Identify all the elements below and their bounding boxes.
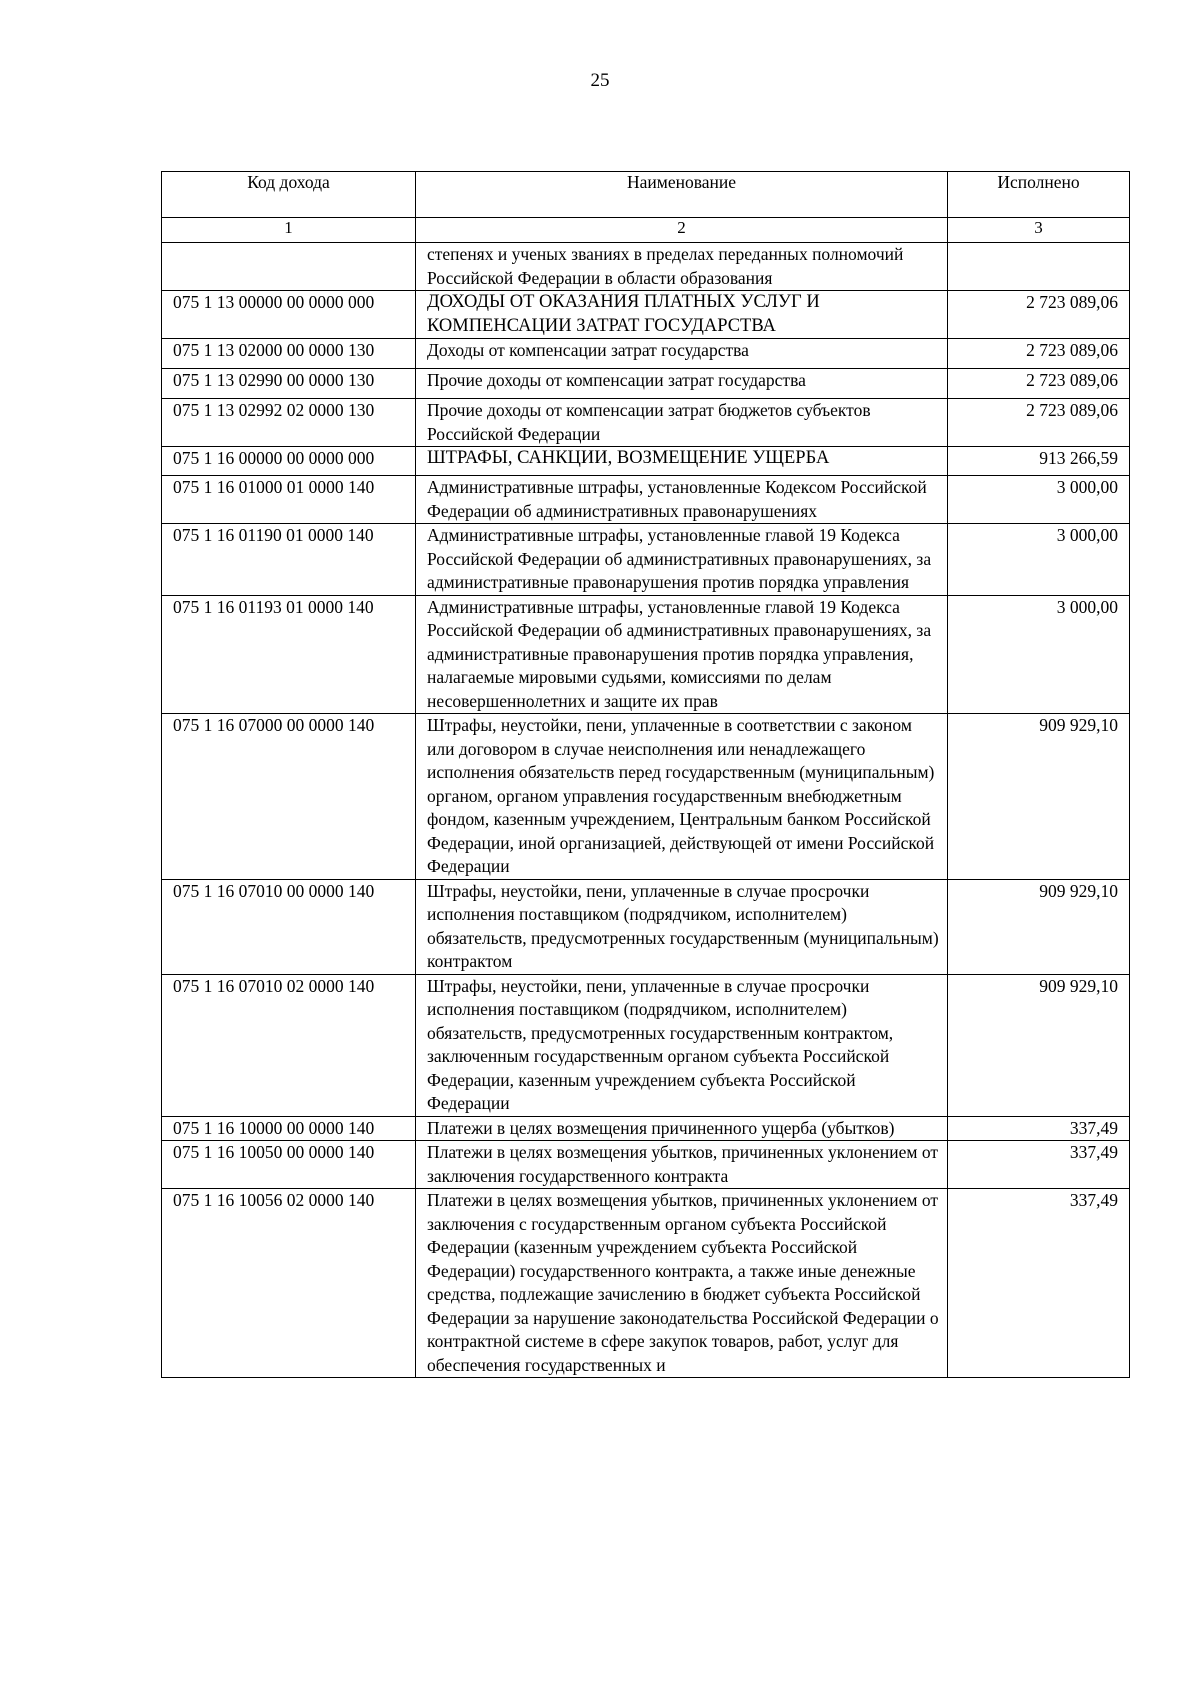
revenue-name: Административные штрафы, установленные главой 19 Кодекса Российской Федерации об административных правонарушениях, за административные правонарушения против порядка управления, налагаемые мировыми судьями, комиссиями по делам несовершеннолетних и защите их прав bbox=[416, 595, 948, 714]
table-row bbox=[162, 447, 1130, 476]
table-row bbox=[162, 339, 1130, 369]
revenue-name: ДОХОДЫ ОТ ОКАЗАНИЯ ПЛАТНЫХ УСЛУГ И КОМПЕНСАЦИИ ЗАТРАТ ГОСУДАРСТВА bbox=[416, 291, 948, 339]
revenue-code: 075 1 16 07010 00 0000 140 bbox=[162, 879, 416, 974]
revenue-code: 075 1 13 02992 02 0000 130 bbox=[162, 399, 416, 447]
revenue-code bbox=[162, 243, 416, 291]
revenue-code: 075 1 16 01000 01 0000 140 bbox=[162, 476, 416, 524]
revenue-code: 075 1 16 01190 01 0000 140 bbox=[162, 524, 416, 596]
revenue-code: 075 1 16 10000 00 0000 140 bbox=[162, 1116, 416, 1141]
page-number: 25 bbox=[590, 70, 610, 91]
revenue-name: Платежи в целях возмещения причиненного ущерба (убытков) bbox=[416, 1116, 948, 1141]
revenue-code: 075 1 13 00000 00 0000 000 bbox=[162, 291, 416, 339]
revenue-code: 075 1 13 02000 00 0000 130 bbox=[162, 339, 416, 369]
revenue-name: Административные штрафы, установленные Кодексом Российской Федерации об административных правонарушениях bbox=[416, 476, 948, 524]
table-row bbox=[162, 1141, 1130, 1189]
table-row bbox=[162, 243, 1130, 291]
revenue-name: Прочие доходы от компенсации затрат государства bbox=[416, 369, 948, 399]
revenue-name: Административные штрафы, установленные главой 19 Кодекса Российской Федерации об административных правонарушениях, за административные правонарушения против порядка управления bbox=[416, 524, 948, 596]
revenue-code: 075 1 16 07000 00 0000 140 bbox=[162, 714, 416, 880]
revenue-name: Платежи в целях возмещения убытков, причиненных уклонением от заключения с государственным органом субъекта Российской Федерации (казенным учреждением субъекта Российской Федерации) государственного контракта, а также иные денежные средства, подлежащие зачислению в бюджет субъекта Российской Федерации за нарушение законодательства Российской Федерации о контрактной системе в сфере закупок товаров, работ, услуг для обеспечения государственных и bbox=[416, 1189, 948, 1378]
table-row bbox=[162, 714, 1130, 880]
revenue-code: 075 1 16 07010 02 0000 140 bbox=[162, 974, 416, 1116]
header-name: Наименование bbox=[416, 172, 948, 218]
column-number-1: 1 bbox=[162, 218, 416, 243]
revenue-table bbox=[161, 171, 1130, 1378]
revenue-amount: 337,49 bbox=[948, 1141, 1130, 1189]
revenue-name: Штрафы, неустойки, пени, уплаченные в случае просрочки исполнения поставщиком (подрядчиком, исполнителем) обязательств, предусмотренных государственным контрактом, заключенным государственным органом субъекта Российской Федерации, казенным учреждением субъекта Российской Федерации bbox=[416, 974, 948, 1116]
revenue-amount: 909 929,10 bbox=[948, 879, 1130, 974]
table-row bbox=[162, 879, 1130, 974]
table-row bbox=[162, 524, 1130, 596]
revenue-name: Доходы от компенсации затрат государства bbox=[416, 339, 948, 369]
revenue-code: 075 1 13 02990 00 0000 130 bbox=[162, 369, 416, 399]
column-number-2: 2 bbox=[416, 218, 948, 243]
revenue-name: Прочие доходы от компенсации затрат бюджетов субъектов Российской Федерации bbox=[416, 399, 948, 447]
revenue-amount bbox=[948, 243, 1130, 291]
revenue-amount: 2 723 089,06 bbox=[948, 291, 1130, 339]
table-row bbox=[162, 595, 1130, 714]
column-number-3: 3 bbox=[948, 218, 1130, 243]
revenue-amount: 2 723 089,06 bbox=[948, 399, 1130, 447]
revenue-amount: 337,49 bbox=[948, 1116, 1130, 1141]
revenue-code: 075 1 16 10050 00 0000 140 bbox=[162, 1141, 416, 1189]
table-row bbox=[162, 1189, 1130, 1378]
table-row bbox=[162, 369, 1130, 399]
column-number-row bbox=[162, 218, 1130, 243]
revenue-code: 075 1 16 00000 00 0000 000 bbox=[162, 447, 416, 476]
revenue-code: 075 1 16 01193 01 0000 140 bbox=[162, 595, 416, 714]
header-code: Код дохода bbox=[162, 172, 416, 218]
header-executed: Исполнено bbox=[948, 172, 1130, 218]
table-row bbox=[162, 291, 1130, 339]
revenue-name: ШТРАФЫ, САНКЦИИ, ВОЗМЕЩЕНИЕ УЩЕРБА bbox=[416, 447, 948, 476]
revenue-amount: 337,49 bbox=[948, 1189, 1130, 1378]
revenue-amount: 3 000,00 bbox=[948, 524, 1130, 596]
revenue-amount: 913 266,59 bbox=[948, 447, 1130, 476]
revenue-name: Штрафы, неустойки, пени, уплаченные в соответствии с законом или договором в случае неисполнения или ненадлежащего исполнения обязательств перед государственным (муниципальным) органом, органом управления государственным внебюджетным фондом, казенным учреждением, Центральным банком Российской Федерации, иной организацией, действующей от имени Российской Федерации bbox=[416, 714, 948, 880]
revenue-amount: 909 929,10 bbox=[948, 974, 1130, 1116]
revenue-name: степенях и ученых званиях в пределах переданных полномочий Российской Федерации в области образования bbox=[416, 243, 948, 291]
table-row bbox=[162, 476, 1130, 524]
table-row bbox=[162, 974, 1130, 1116]
table-header-row bbox=[162, 172, 1130, 218]
revenue-code: 075 1 16 10056 02 0000 140 bbox=[162, 1189, 416, 1378]
revenue-amount: 3 000,00 bbox=[948, 595, 1130, 714]
revenue-name: Платежи в целях возмещения убытков, причиненных уклонением от заключения государственного контракта bbox=[416, 1141, 948, 1189]
table-row bbox=[162, 399, 1130, 447]
table-row bbox=[162, 1116, 1130, 1141]
revenue-amount: 2 723 089,06 bbox=[948, 369, 1130, 399]
revenue-name: Штрафы, неустойки, пени, уплаченные в случае просрочки исполнения поставщиком (подрядчиком, исполнителем) обязательств, предусмотренных государственным (муниципальным) контрактом bbox=[416, 879, 948, 974]
revenue-amount: 909 929,10 bbox=[948, 714, 1130, 880]
revenue-amount: 3 000,00 bbox=[948, 476, 1130, 524]
revenue-amount: 2 723 089,06 bbox=[948, 339, 1130, 369]
